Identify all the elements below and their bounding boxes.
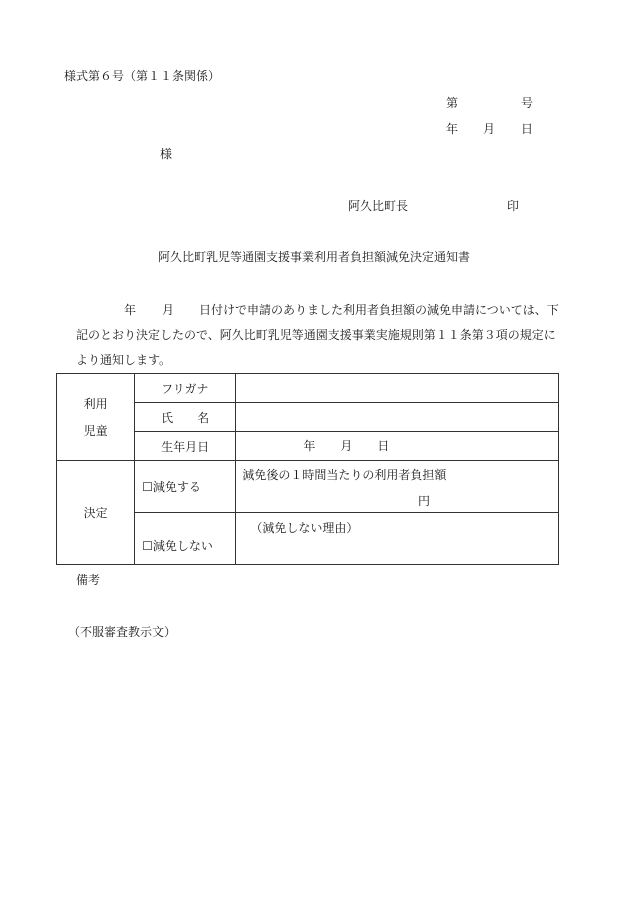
- child-label-cell: [57, 374, 135, 461]
- appeal-notice: （不服審査教示文）: [68, 625, 177, 639]
- birthdate-field[interactable]: [236, 432, 559, 461]
- body-line1-rest: 日付けで申請のありました利用者負担額の減免申請については、下: [199, 303, 559, 317]
- issuer-name: 阿久比町長: [348, 199, 409, 213]
- date-year: 年: [446, 122, 459, 136]
- birth-month: 月: [340, 439, 353, 453]
- number-go: 号: [521, 96, 534, 110]
- number-dai: 第: [446, 96, 459, 110]
- birth-day: 日: [377, 439, 390, 453]
- name-field[interactable]: [236, 403, 559, 432]
- body-year: 年: [124, 303, 137, 317]
- child-label-line1: 利用: [83, 397, 108, 411]
- no-reduce-reason-text: （減免しない理由）: [250, 521, 359, 535]
- reduce-detail-text: 減免後の１時間当たりの利用者負担額: [242, 468, 447, 482]
- furigana-label: フリガナ: [135, 374, 236, 403]
- body-line2: 記のとおり決定したので、阿久比町乳児等通園支援事業実施規則第１１条第３項の規定に: [76, 328, 556, 342]
- addressee-suffix: 様: [160, 147, 173, 161]
- no-reduce-checkbox[interactable]: ☐減免しない: [135, 513, 236, 565]
- yen-label: 円: [417, 494, 430, 508]
- decision-table: [56, 373, 559, 565]
- remarks-label: 備考: [76, 573, 101, 587]
- child-label-line2: 児童: [83, 424, 108, 438]
- date-day: 日: [521, 122, 534, 136]
- reduce-checkbox[interactable]: ☐減免する: [135, 461, 236, 513]
- reduce-detail-cell[interactable]: [236, 461, 559, 513]
- issuer-seal: 印: [507, 199, 520, 213]
- body-month: 月: [162, 303, 175, 317]
- date-month: 月: [483, 122, 496, 136]
- decision-label: 決定: [57, 461, 135, 565]
- form-header: 様式第６号（第１１条関係）: [64, 69, 221, 83]
- birthdate-label: 生年月日: [135, 432, 236, 461]
- document-title: 阿久比町乳児等通園支援事業利用者負担額減免決定通知書: [158, 250, 471, 264]
- body-line3: より通知します。: [76, 353, 172, 367]
- birth-year: 年: [303, 439, 316, 453]
- name-label: 氏 名: [135, 403, 236, 432]
- furigana-field[interactable]: [236, 374, 559, 403]
- no-reduce-reason-cell[interactable]: [236, 513, 559, 565]
